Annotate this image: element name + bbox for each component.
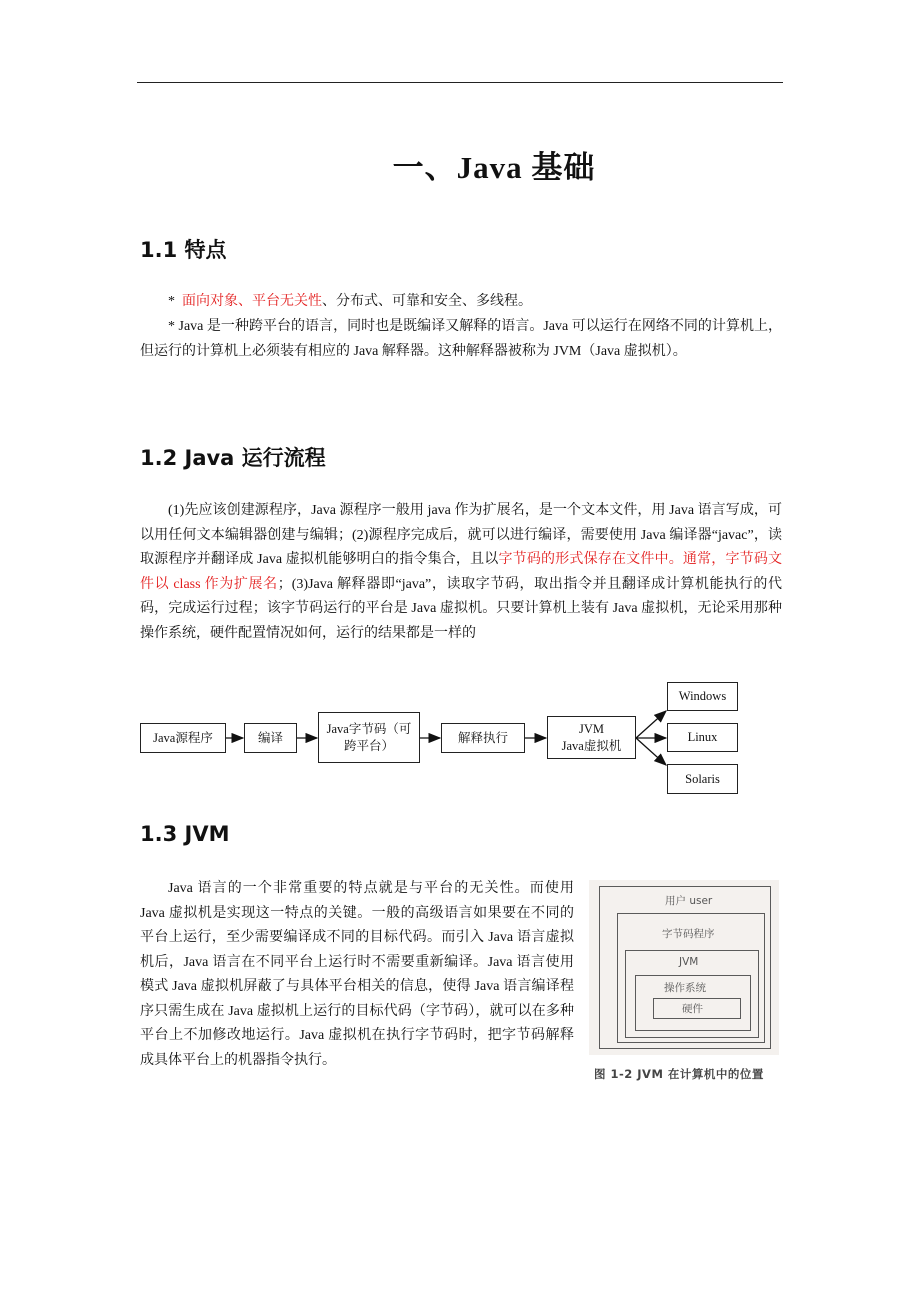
highlight-bytecode: 字节码的形式保存在文件中。通常，字节码文件以 class 作为扩展名 xyxy=(140,552,783,592)
layer-hardware-label: 硬件 xyxy=(682,1003,703,1015)
flow-jvm-box: JVM Java虚拟机 xyxy=(547,716,636,759)
layer-jvm-label: JVM xyxy=(679,956,699,968)
chapter-title: 一、Java 基础 xyxy=(392,150,596,185)
jvm-description: Java 语言的一个非常重要的特点就是与平台的无关性。而使用 Java 虚拟机是实现这一特点的关键。一般的高级语言如果要在不同的平台上运行，至少需要编译成不同的目标代码。而引入 Java 语言虚拟机后，Java 语言在不同平台上运行时不需要重新编译。Java 语言使用模式 Java 虚拟机屏蔽了与具体平台相关的信息，使得 Java 语言编译程序只需生成在 Java 虚拟机上运行的目标代码（字节码），就可以在多种平台上不加修改地运行。Java 虚拟机在执行字节码时，把字节码解释成具体平台上的机器指令执行。 xyxy=(140,881,574,1068)
flow-interpret-box: 解释执行 xyxy=(441,723,525,753)
section-heading-1-2: 1.2 Java 运行流程 xyxy=(140,446,326,470)
layer-user-label: 用户 user xyxy=(665,895,713,907)
flow-os-windows: Windows xyxy=(667,682,738,711)
flow-compile-box: 编译 xyxy=(244,723,297,753)
features-bullet: * 面向对象、平台无关性、分布式、可靠和安全、多线程。 xyxy=(168,294,532,309)
layer-bytecode-label: 字节码程序 xyxy=(662,928,715,940)
layer-os-label: 操作系统 xyxy=(664,982,706,994)
jvm-layer-figure xyxy=(589,880,779,1055)
flow-os-solaris: Solaris xyxy=(667,764,738,794)
figure-caption: 图 1-2 JVM 在计算机中的位置 xyxy=(594,1067,764,1081)
section-heading-1-1: 1.1 特点 xyxy=(140,238,227,262)
platform-bullet: * Java 是一种跨平台的语言，同时也是既编译又解释的语言。Java 可以运行在网络不同的计算机上，但运行的计算机上必须装有相应的 Java 解释器。这种解释器被称为 JVM（Java 虚拟机）。 xyxy=(140,319,782,359)
section-heading-1-3: 1.3 JVM xyxy=(140,822,230,846)
flow-bytecode-box: Java字节码（可 跨平台） xyxy=(318,712,420,763)
flow-source-box: Java源程序 xyxy=(140,723,226,753)
highlight-features: 面向对象、平台无关性 xyxy=(182,294,322,309)
flow-os-linux: Linux xyxy=(667,723,738,752)
flow-description: (1)先应该创建源程序，Java 源程序一般用 java 作为扩展名，是一个文本文件，用 Java 语言写成，可以用任何文本编辑器创建与编辑；(2)源程序完成后，就可以进行编译，需要使用 Java 编译器“javac”，读取源程序并翻译成 Java 虚拟机能够明白的指令集合，且以字节码的形式保存在文件中。通常，字节码文件以 class 作为扩展名；(3)Java 解释器即“java”，读取字节码，取出指令并且翻译成计算机能执行的代码，完成运行过程；该字节码运行的平台是 Java 虚拟机。只要计算机上装有 Java 虚拟机，无论采用那种操作系统，硬件配置情况如何，运行的结果都是一样的 xyxy=(140,503,783,641)
